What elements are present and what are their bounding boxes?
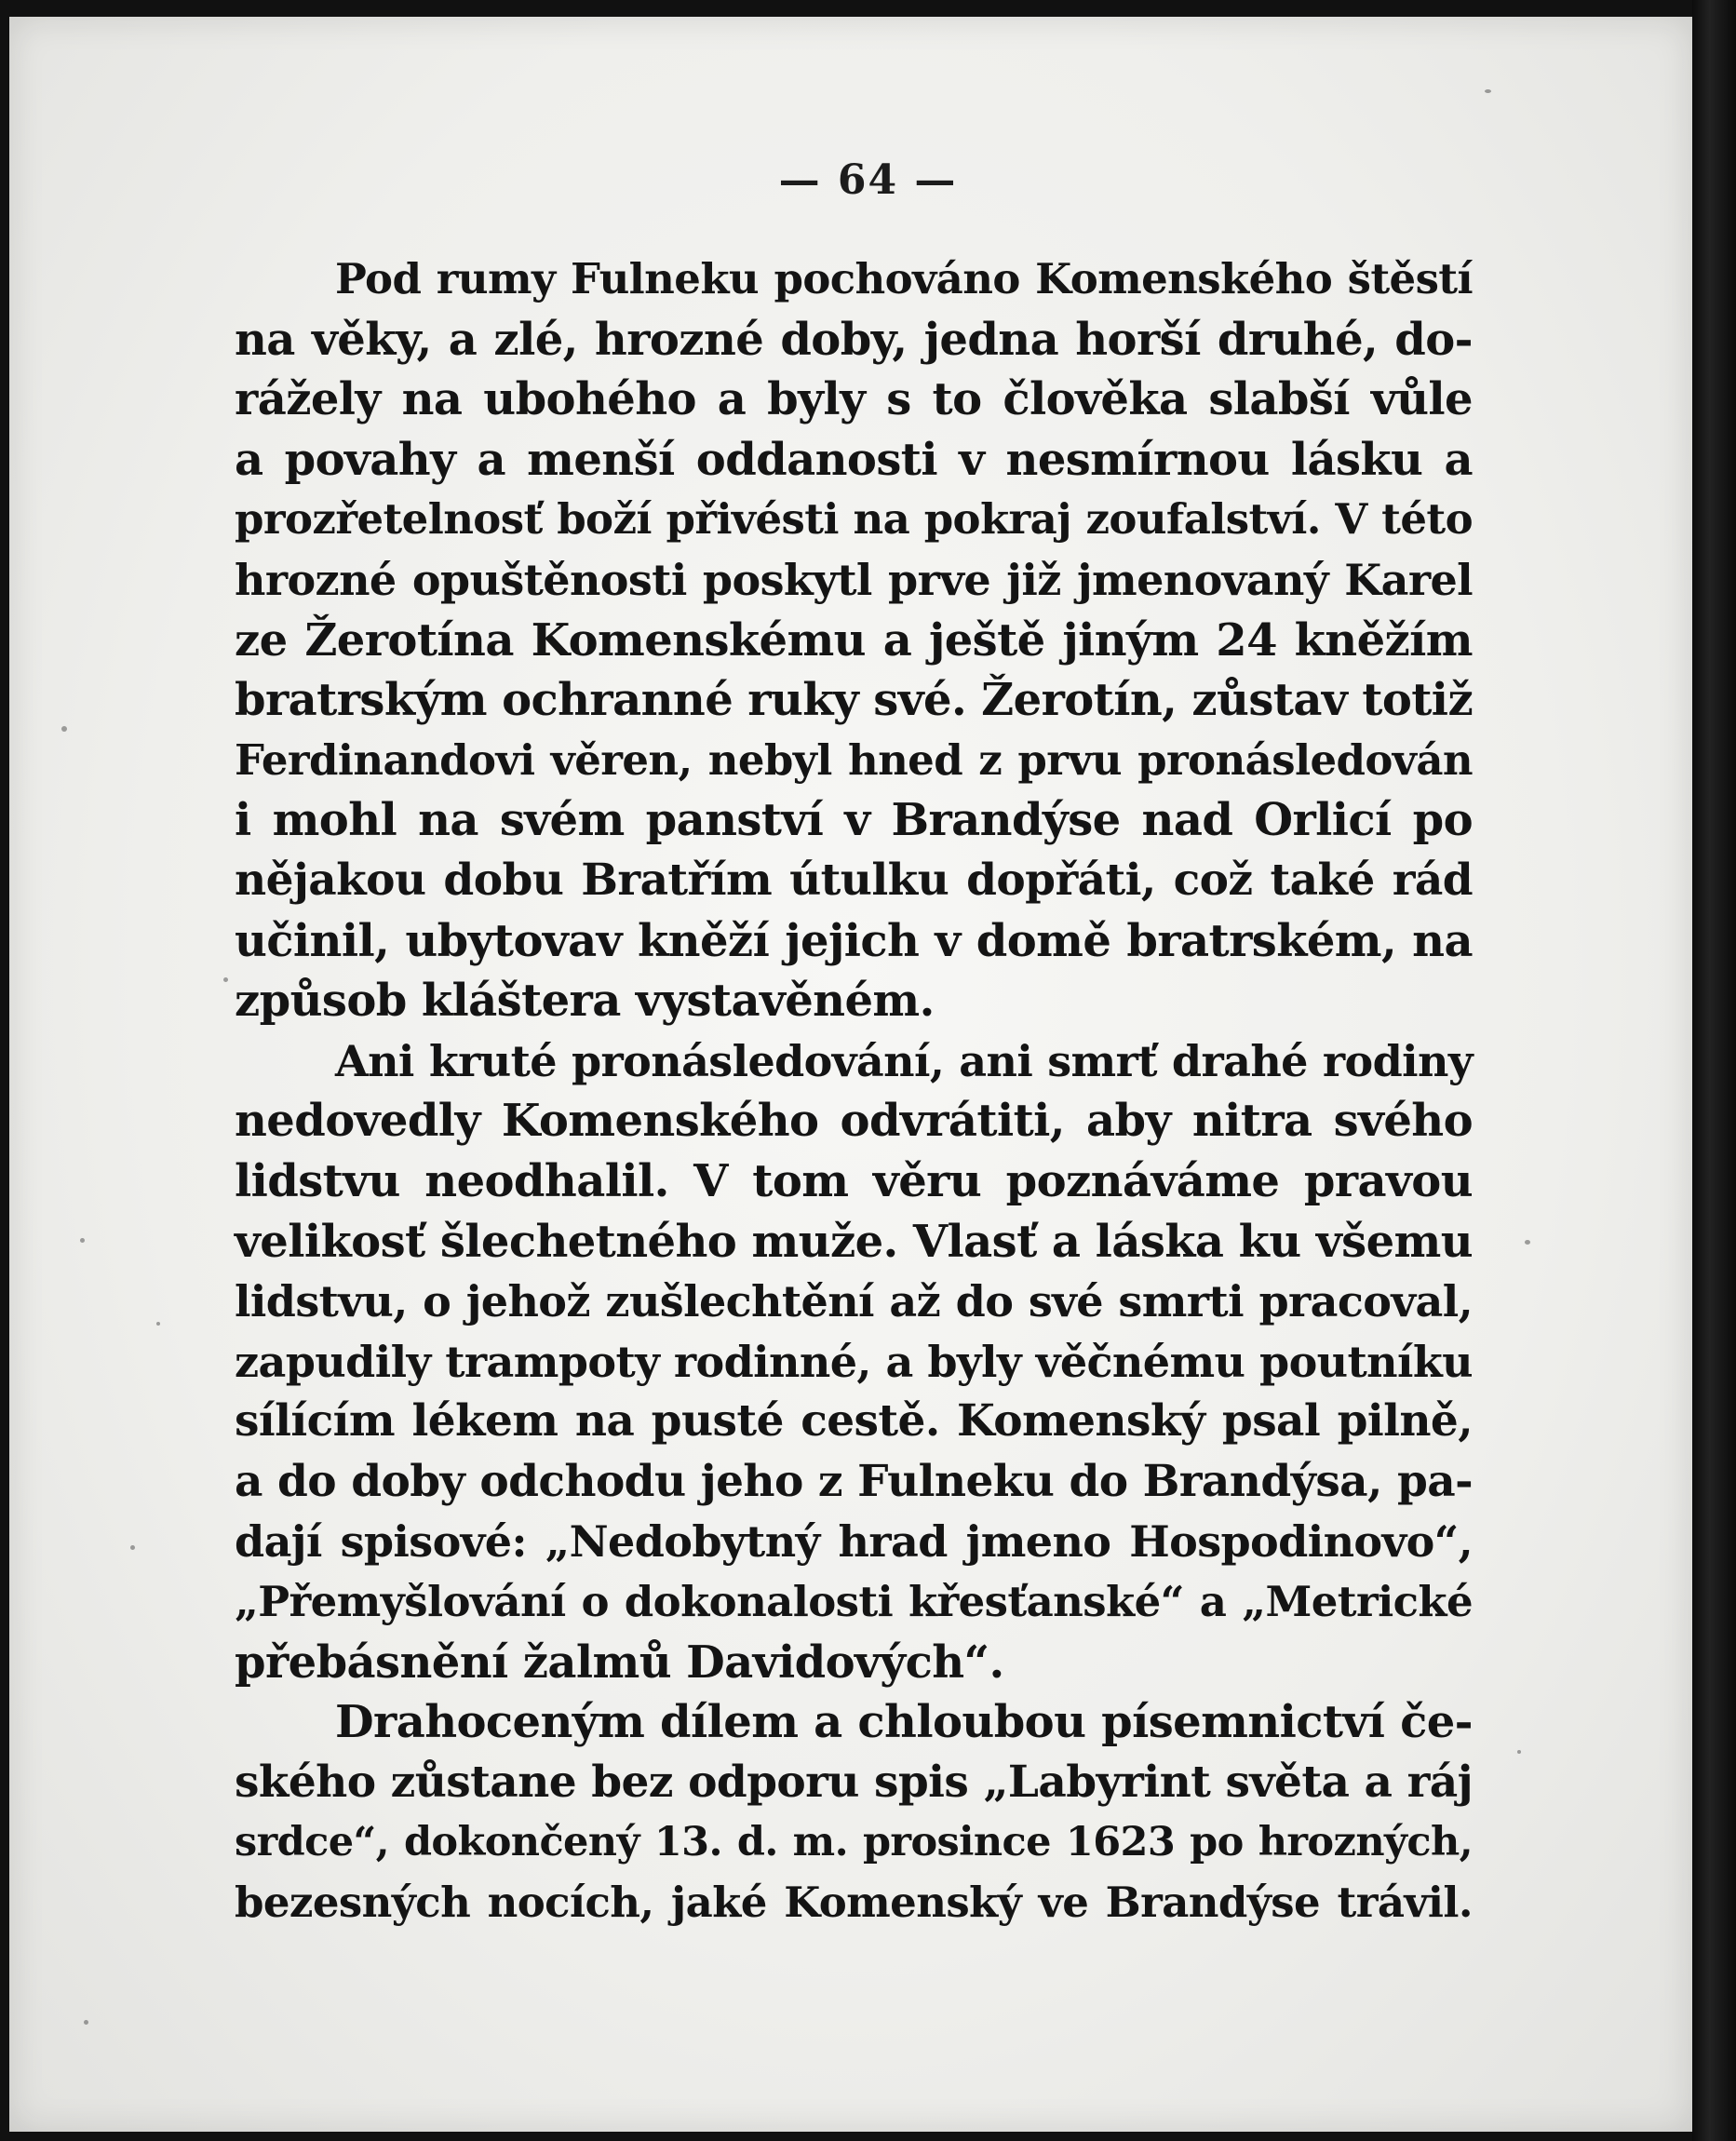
text-line: bratrským ochranné ruky své. Žerotín, zůstav totiž bbox=[235, 674, 1474, 727]
text-line: ského zůstane bez odporu spis „Labyrint světa a ráj bbox=[235, 1756, 1473, 1808]
text-line: přebásnění žalmů Davidových“. bbox=[235, 1636, 1004, 1689]
paper-speck bbox=[61, 726, 67, 732]
text-line: velikosť šlechetného muže. Vlasť a láska ku všemu bbox=[235, 1215, 1473, 1268]
text-line: rážely na ubohého a byly s to člověka slabší vůle bbox=[235, 373, 1473, 426]
text-line: ze Žerotína Komenskému a ještě jiným 24 kněžím bbox=[235, 613, 1473, 667]
page-number: — 64 — bbox=[778, 156, 958, 204]
text-line: prozřetelnosť boží přivésti na pokraj zoufalství. V této bbox=[235, 494, 1473, 545]
paper-speck bbox=[80, 1238, 85, 1243]
paragraph-2 bbox=[235, 1031, 1473, 1693]
text-line: Ani kruté pronásledování, ani smrť drahé rodiny bbox=[335, 1035, 1473, 1086]
text-line: lidstvu neodhalil. V tom věru poznáváme pravou bbox=[235, 1154, 1473, 1207]
text-line: zapudily trampoty rodinné, a byly věčnému poutníku bbox=[235, 1336, 1473, 1387]
text-line: „Přemyšlování o dokonalosti křesťanské“ a „Metrické bbox=[235, 1577, 1473, 1627]
text-line: nějakou dobu Bratřím útulku dopřáti, což také rád bbox=[235, 854, 1473, 906]
text-line: učinil, ubytovav kněží jejich v domě bratrském, na bbox=[235, 914, 1473, 967]
book-spine-shadow bbox=[1692, 0, 1736, 2141]
paper-speck bbox=[156, 1322, 160, 1326]
text-line: srdce“, dokončený 13. d. m. prosince 1623 po hrozných, bbox=[235, 1819, 1473, 1866]
text-line: bezesných nocích, jaké Komenský ve Brandýse trávil. bbox=[235, 1878, 1473, 1928]
text-line: Drahoceným dílem a chloubou písemnictví če- bbox=[335, 1696, 1473, 1749]
text-line: dají spisové: „Nedobytný hrad jmeno Hospodinovo“, bbox=[235, 1516, 1473, 1568]
text-line: Ferdinandovi věren, nebyl hned z prvu pronásledován bbox=[235, 734, 1473, 785]
paragraph-3 bbox=[235, 1692, 1473, 1932]
text-line: způsob kláštera vystavěném. bbox=[235, 975, 935, 1028]
text-line: a povahy a menší oddanosti v nesmírnou lásku a bbox=[235, 433, 1473, 486]
text-line: Pod rumy Fulneku pochováno Komenského štěstí bbox=[335, 254, 1473, 303]
paper-speck bbox=[1485, 89, 1491, 93]
body-text bbox=[235, 249, 1473, 1933]
text-line: nedovedly Komenského odvrátiti, aby nitra svého bbox=[235, 1095, 1473, 1148]
text-line: sílícím lékem na pusté cestě. Komenský psal pilně, bbox=[235, 1395, 1473, 1448]
text-line: na věky, a zlé, hrozné doby, jedna horší druhé, do- bbox=[235, 313, 1473, 366]
paper-speck bbox=[223, 977, 228, 982]
paragraph-1 bbox=[235, 249, 1473, 1031]
paper-speck bbox=[1525, 1240, 1530, 1245]
text-line: i mohl na svém panství v Brandýse nad Orlicí po bbox=[235, 794, 1473, 847]
paper-speck bbox=[84, 2020, 88, 2025]
text-line: hrozné opuštěnosti poskytl prve již jmenovaný Karel bbox=[235, 554, 1473, 605]
text-line: a do doby odchodu jeho z Fulneku do Brandýsa, pa- bbox=[235, 1455, 1473, 1507]
paper-speck bbox=[1517, 1750, 1521, 1754]
paper-speck bbox=[130, 1545, 135, 1550]
text-line: lidstvu, o jehož zušlechtění až do své smrti pracoval, bbox=[235, 1276, 1473, 1327]
